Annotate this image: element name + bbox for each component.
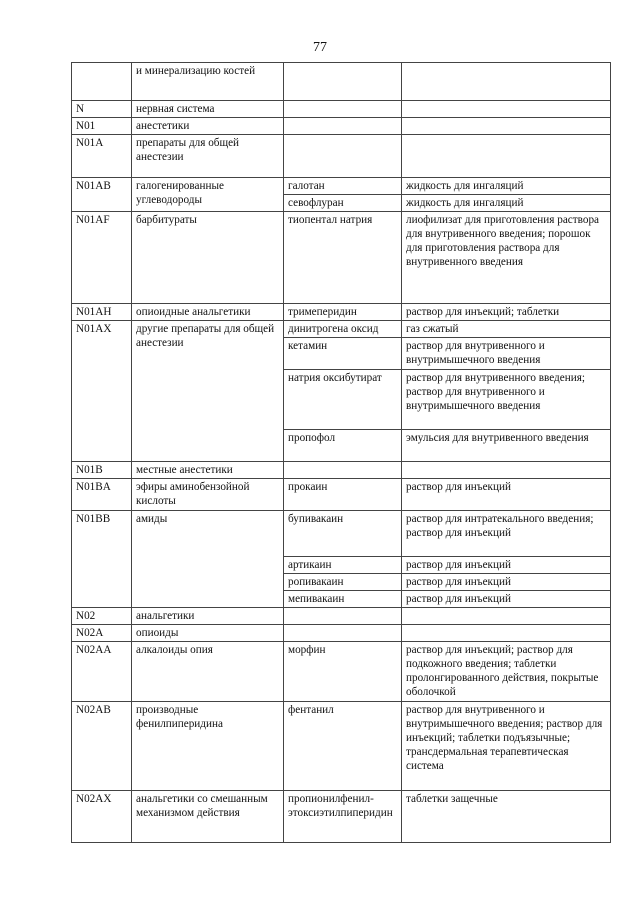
code-cell: N01AH	[72, 304, 132, 321]
code-cell	[72, 63, 132, 101]
drug-table	[71, 62, 611, 843]
drug-cell: бупивакаин	[284, 511, 402, 557]
group-cell: алкалоиды опия	[132, 642, 284, 702]
drug-cell	[284, 608, 402, 625]
code-cell: N01BA	[72, 479, 132, 511]
group-cell: и минерализацию костей	[132, 63, 284, 101]
table-row	[72, 63, 611, 101]
form-cell: раствор для внутривенного введения; раствор для внутривенного и внутримышечного введения	[402, 370, 611, 430]
table-row	[72, 608, 611, 625]
drug-cell: галотан	[284, 178, 402, 195]
table-row	[72, 212, 611, 304]
drug-cell: пропионилфенил-этоксиэтилпиперидин	[284, 791, 402, 843]
table-row	[72, 101, 611, 118]
drug-cell: ропивакаин	[284, 574, 402, 591]
group-cell: эфиры аминобензойной кислоты	[132, 479, 284, 511]
group-cell: анальгетики со смешанным механизмом действия	[132, 791, 284, 843]
drug-cell: севофлуран	[284, 195, 402, 212]
group-cell: препараты для общей анестезии	[132, 135, 284, 178]
drug-cell: мепивакаин	[284, 591, 402, 608]
code-cell: N02AX	[72, 791, 132, 843]
form-cell: таблетки защечные	[402, 791, 611, 843]
form-cell: эмульсия для внутривенного введения	[402, 430, 611, 462]
drug-cell: тримеперидин	[284, 304, 402, 321]
table-row	[72, 511, 611, 557]
table-row	[72, 479, 611, 511]
group-cell: опиоидные анальгетики	[132, 304, 284, 321]
form-cell	[402, 135, 611, 178]
form-cell: лиофилизат для приготовления раствора для внутривенного введения; порошок для приготовления раствора для внутривенного введения	[402, 212, 611, 304]
drug-cell: натрия оксибутират	[284, 370, 402, 430]
group-cell: галогенированные углеводороды	[132, 178, 284, 212]
form-cell: раствор для инъекций	[402, 557, 611, 574]
form-cell: раствор для инъекций	[402, 591, 611, 608]
form-cell: раствор для интратекального введения; раствор для инъекций	[402, 511, 611, 557]
code-cell: N01AX	[72, 321, 132, 462]
form-cell	[402, 101, 611, 118]
table-row	[72, 304, 611, 321]
form-cell: жидкость для ингаляций	[402, 178, 611, 195]
drug-cell: пропофол	[284, 430, 402, 462]
code-cell: N01B	[72, 462, 132, 479]
group-cell: барбитураты	[132, 212, 284, 304]
drug-cell	[284, 63, 402, 101]
code-cell: N02	[72, 608, 132, 625]
drug-cell	[284, 625, 402, 642]
form-cell	[402, 118, 611, 135]
form-cell	[402, 462, 611, 479]
form-cell: раствор для инъекций	[402, 574, 611, 591]
group-cell: другие препараты для общей анестезии	[132, 321, 284, 462]
form-cell: газ сжатый	[402, 321, 611, 338]
table-row	[72, 178, 611, 195]
table-row	[72, 321, 611, 338]
table-row	[72, 625, 611, 642]
code-cell: N01	[72, 118, 132, 135]
group-cell: местные анестетики	[132, 462, 284, 479]
form-cell	[402, 63, 611, 101]
code-cell: N01AB	[72, 178, 132, 212]
table-row	[72, 118, 611, 135]
form-cell: раствор для внутривенного и внутримышечного введения	[402, 338, 611, 370]
form-cell: раствор для инъекций; раствор для подкожного введения; таблетки пролонгированного действия, покрытые оболочкой	[402, 642, 611, 702]
drug-cell: кетамин	[284, 338, 402, 370]
group-cell: амиды	[132, 511, 284, 608]
code-cell: N02AB	[72, 702, 132, 791]
drug-cell	[284, 135, 402, 178]
group-cell: опиоиды	[132, 625, 284, 642]
drug-cell: тиопентал натрия	[284, 212, 402, 304]
drug-cell: артикаин	[284, 557, 402, 574]
code-cell: N02A	[72, 625, 132, 642]
drug-cell	[284, 462, 402, 479]
form-cell	[402, 625, 611, 642]
table-row	[72, 702, 611, 791]
code-cell: N01AF	[72, 212, 132, 304]
code-cell: N01A	[72, 135, 132, 178]
drug-cell: динитрогена оксид	[284, 321, 402, 338]
table-row	[72, 791, 611, 843]
group-cell: анальгетики	[132, 608, 284, 625]
page-number: 77	[313, 40, 327, 55]
group-cell: нервная система	[132, 101, 284, 118]
group-cell: анестетики	[132, 118, 284, 135]
form-cell	[402, 608, 611, 625]
drug-cell	[284, 101, 402, 118]
group-cell: производные фенилпиперидина	[132, 702, 284, 791]
form-cell: раствор для инъекций	[402, 479, 611, 511]
drug-cell: фентанил	[284, 702, 402, 791]
drug-cell: прокаин	[284, 479, 402, 511]
table-row	[72, 462, 611, 479]
table-row	[72, 642, 611, 702]
form-cell: раствор для инъекций; таблетки	[402, 304, 611, 321]
drug-cell	[284, 118, 402, 135]
table-row	[72, 135, 611, 178]
drug-cell: морфин	[284, 642, 402, 702]
code-cell: N02AA	[72, 642, 132, 702]
form-cell: раствор для внутривенного и внутримышечного введения; раствор для инъекций; таблетки подъязычные; трансдермальная терапевтическая система	[402, 702, 611, 791]
code-cell: N	[72, 101, 132, 118]
form-cell: жидкость для ингаляций	[402, 195, 611, 212]
code-cell: N01BB	[72, 511, 132, 608]
